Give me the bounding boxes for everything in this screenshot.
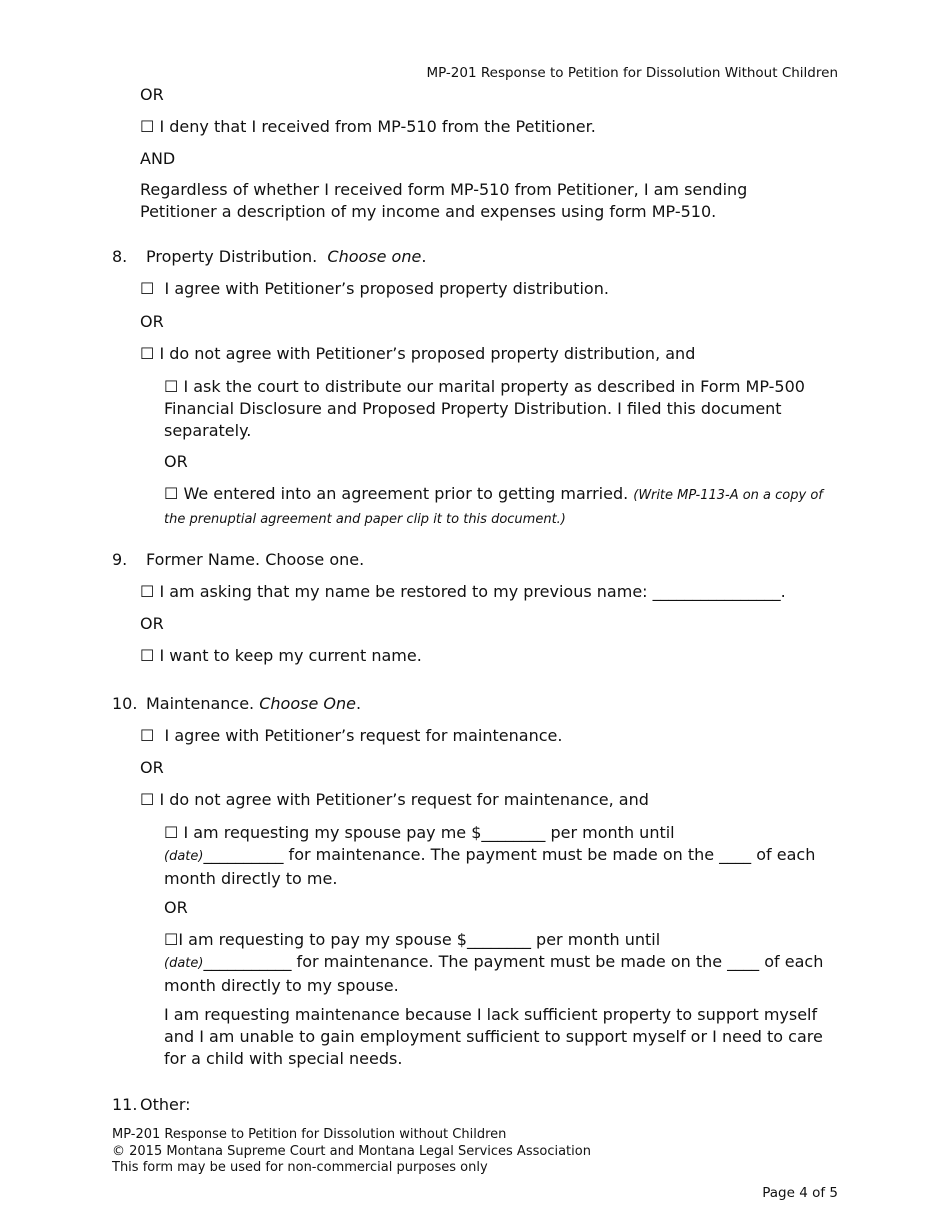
- deny-receipt-text: I deny that I received from MP-510 from the Petitioner.: [159, 117, 596, 136]
- section-number: 11.: [112, 1095, 138, 1114]
- name-keep-option: [140, 645, 422, 667]
- section-title: Property Distribution.: [146, 247, 318, 266]
- section-8-heading: 8. Property Distribution. Choose one.: [112, 247, 427, 266]
- and-label: AND: [140, 149, 176, 168]
- maintenance-agree-option: [140, 725, 562, 747]
- date-label: (date): [164, 849, 204, 864]
- checkbox-icon[interactable]: ☐: [164, 484, 179, 503]
- property-disagree-text: I do not agree with Petitioner’s proposed property distribution, and: [159, 344, 696, 363]
- property-ask-text: I ask the court to distribute our marital property as described in Form MP-500 Financial Disclosure and Proposed Property Distribution. I filed this document separately.: [164, 377, 805, 440]
- checkbox-icon[interactable]: ☐: [164, 377, 179, 396]
- checkbox-icon[interactable]: ☐: [140, 646, 155, 665]
- spouse-pay-me-text-cont: __________ for maintenance. The payment must be made on the ____ of each month directly to me.: [164, 845, 816, 888]
- or-label: OR: [140, 614, 164, 633]
- checkbox-icon[interactable]: ☐: [140, 117, 155, 136]
- checkbox-icon[interactable]: ☐: [140, 726, 155, 745]
- checkbox-icon[interactable]: ☐: [164, 930, 179, 949]
- i-pay-spouse-option: [164, 929, 844, 997]
- property-agree-option: [140, 278, 609, 300]
- or-label: OR: [164, 898, 188, 917]
- section-number: 9.: [112, 550, 128, 569]
- prenup-option: [164, 483, 844, 531]
- property-disagree-option: [140, 343, 695, 365]
- checkbox-icon[interactable]: ☐: [140, 582, 155, 601]
- page-number: Page 4 of 5: [762, 1185, 838, 1201]
- date-label: (date): [164, 956, 204, 971]
- i-pay-spouse-text-cont: ___________ for maintenance. The payment must be made on the ____ of each month directly to my spouse.: [164, 952, 824, 995]
- checkbox-icon[interactable]: ☐: [140, 344, 155, 363]
- section-9-heading: [112, 549, 364, 571]
- section-number: 10.: [112, 694, 138, 713]
- section-title: Other:: [140, 1095, 191, 1114]
- choose-instruction: Choose One: [259, 694, 356, 713]
- spouse-pay-me-option: [164, 822, 834, 890]
- or-label: OR: [164, 452, 188, 471]
- maintenance-reason-paragraph: I am requesting maintenance because I lack sufficient property to support myself and I am unable to gain employment sufficient to support myself or I need to care for a child with special needs.: [164, 1005, 823, 1068]
- maintenance-disagree-option: [140, 789, 649, 811]
- name-restore-text: I am asking that my name be restored to my previous name: ________________.: [159, 582, 786, 601]
- checkbox-icon[interactable]: ☐: [140, 279, 155, 298]
- or-label: OR: [140, 758, 164, 777]
- section-number: 8.: [112, 247, 128, 266]
- prenup-text: We entered into an agreement prior to getting married.: [183, 484, 629, 503]
- choose-instruction: Choose one: [327, 247, 422, 266]
- property-agree-text: I agree with Petitioner’s proposed property distribution.: [164, 279, 609, 298]
- section-title: Former Name. Choose one.: [146, 550, 365, 569]
- name-keep-text: I want to keep my current name.: [159, 646, 422, 665]
- regardless-paragraph: Regardless of whether I received form MP-510 from Petitioner, I am sending Petitioner a description of my income and expenses using form MP-510.: [140, 180, 748, 221]
- footer-form-title: MP-201 Response to Petition for Dissolution without Children: [112, 1127, 507, 1142]
- property-ask-option: [164, 376, 834, 442]
- checkbox-icon[interactable]: ☐: [164, 823, 179, 842]
- deny-receipt-option: [140, 116, 596, 138]
- maintenance-disagree-text: I do not agree with Petitioner’s request for maintenance, and: [159, 790, 649, 809]
- section-10-heading: 10. Maintenance. Choose One.: [112, 694, 362, 713]
- header-title: MP-201 Response to Petition for Dissolution Without Children: [426, 65, 838, 81]
- maintenance-agree-text: I agree with Petitioner’s request for maintenance.: [164, 726, 563, 745]
- footer-copyright: © 2015 Montana Supreme Court and Montana Legal Services Association: [112, 1144, 591, 1159]
- checkbox-icon[interactable]: ☐: [140, 790, 155, 809]
- prenup-note: (Write MP-113-A on a copy of the prenuptial agreement and paper clip it to this document.): [164, 488, 823, 527]
- i-pay-spouse-text: I am requesting to pay my spouse $________ per month until: [178, 930, 661, 949]
- section-title: Maintenance.: [146, 694, 255, 713]
- footer-usage-note: This form may be used for non-commercial purposes only: [112, 1160, 488, 1175]
- or-label: OR: [140, 85, 164, 104]
- spouse-pay-me-text: I am requesting my spouse pay me $________ per month until: [183, 823, 675, 842]
- section-11-heading: [112, 1094, 191, 1116]
- name-restore-option: [140, 581, 786, 603]
- or-label: OR: [140, 312, 164, 331]
